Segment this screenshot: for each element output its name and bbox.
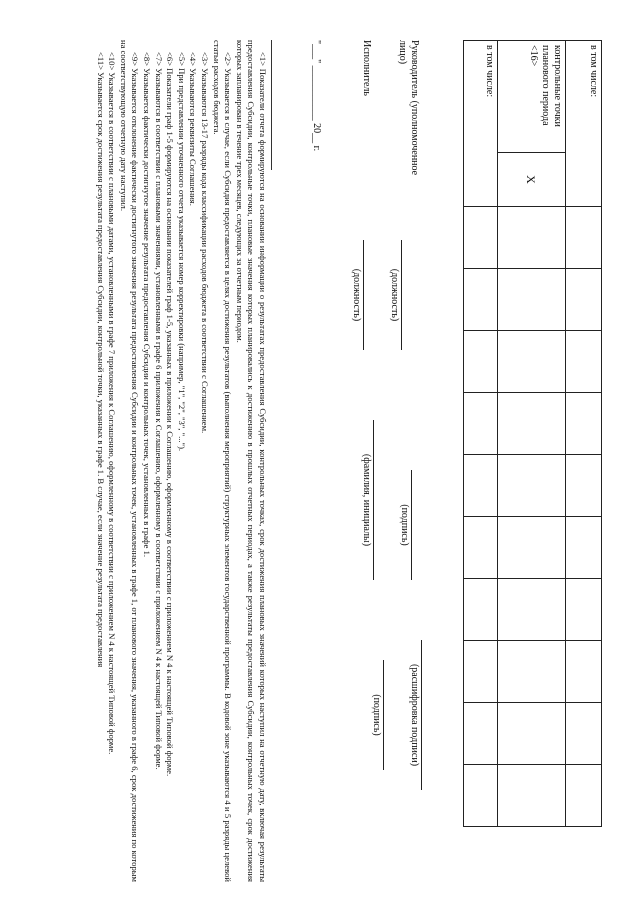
row-label-including: в том числе: <box>566 41 602 207</box>
footnote-separator <box>271 40 272 170</box>
footnote-9: <9> Указывается отклонение фактически достигнутого значения результата предоставления Субсидии и контрольных точек, установленных в графе 1, от планового значения, указанного в графе 6, срок достижения по которым на соответствующую отчетную дату наступил. <box>118 40 141 882</box>
footnote-1: <1> Показатели отчета формируются на основании информации о результатах предоставления Субсидии, контрольных точках, срок достижения плановых значений которых наступил на отчетную дату, включая результаты предоставления Субсидии, контрольные точки, плановые значения которых планировались к достижению в прошлых отчетных периодах, а также результаты предоставления Субсидии, контрольных точек, срок достижения которых запланирован в течение трех месяцев, следующих за отчетным периодом. <box>234 40 268 882</box>
footnote-10: <10> Указывается в соответствии с плановыми датами, установленными в графе 7 приложения к Соглашению, оформленному в соответствии с приложением N 4 к настоящей Типовой форме. <box>107 52 118 755</box>
head-signature-caption: (подпись) <box>399 504 410 546</box>
exec-position-caption: (должность) <box>351 268 362 322</box>
row-label-checkpoints: контрольные точки планового периода <16> <box>498 41 566 153</box>
report-table <box>463 40 602 827</box>
exec-name-caption: (фамилия, инициалы) <box>361 453 372 547</box>
footnote-11: <11> Указывается срок достижения результата предоставления Субсидии, контрольной точки, указанных в графе 1. В случае, если значение результата предоставления <box>95 52 106 668</box>
footnote-4: <4> Указываются реквизиты Соглашения. <box>188 52 199 206</box>
exec-signature-caption: (подпись) <box>371 694 382 736</box>
exec-position-line <box>363 240 364 350</box>
head-decode-caption: (расшифровка подписи) <box>409 663 420 767</box>
head-label: Руководитель (уполномоченное лицо) <box>397 40 420 176</box>
table-row <box>498 41 566 827</box>
footnote-7: <7> Указываются в соответствии с плановыми значениями, установленными в графе 6 приложения к Соглашению, оформленному в соответствии с приложением N 4 к настоящей Типовой форме. <box>153 52 164 770</box>
exec-signature-line <box>383 660 384 770</box>
head-position-caption: (должность) <box>389 268 400 322</box>
head-position-line <box>401 240 402 350</box>
footnote-6: <6> Показатели граф 1-5 формируются на основании показателей граф 1-5, указанных в приложении к Соглашению, оформленному в соответствии с приложением N 4 к настоящей Типовой форме. <box>165 52 176 777</box>
table-row <box>566 41 602 827</box>
footnote-8: <8> Указывается фактически достигнутое значение результата предоставления Субсидии и контрольных точек, установленных в графе 1. <box>142 52 153 558</box>
footnotes <box>94 40 268 882</box>
exec-name-line <box>373 420 374 580</box>
footnote-5: <5> При представлении уточненного отчета указывается номер корректировки (например, "1", "2", "3", "..."). <box>176 52 187 452</box>
x-mark: X <box>498 153 566 207</box>
head-decode-line <box>421 640 422 790</box>
head-signature-line <box>411 470 412 580</box>
executor-label: Исполнитель <box>361 40 372 96</box>
row-label-including-2: в том числе: <box>464 41 498 207</box>
table-row <box>464 41 498 827</box>
date-line: "___" ___________ 20__ г. <box>311 40 322 152</box>
footnote-2: <2> Указывается в случае, если Субсидия предоставляется в целях достижения результатов (выполнения мероприятий) структурных элементов государственной программы. В кодовой зоне указываются 4 и 5 разряды целевой статьи расходов бюджета. <box>211 40 234 882</box>
footnote-3: <3> Указываются 13-17 разряды кода классификации расходов бюджета в соответствии с Соглашением. <box>200 52 211 434</box>
